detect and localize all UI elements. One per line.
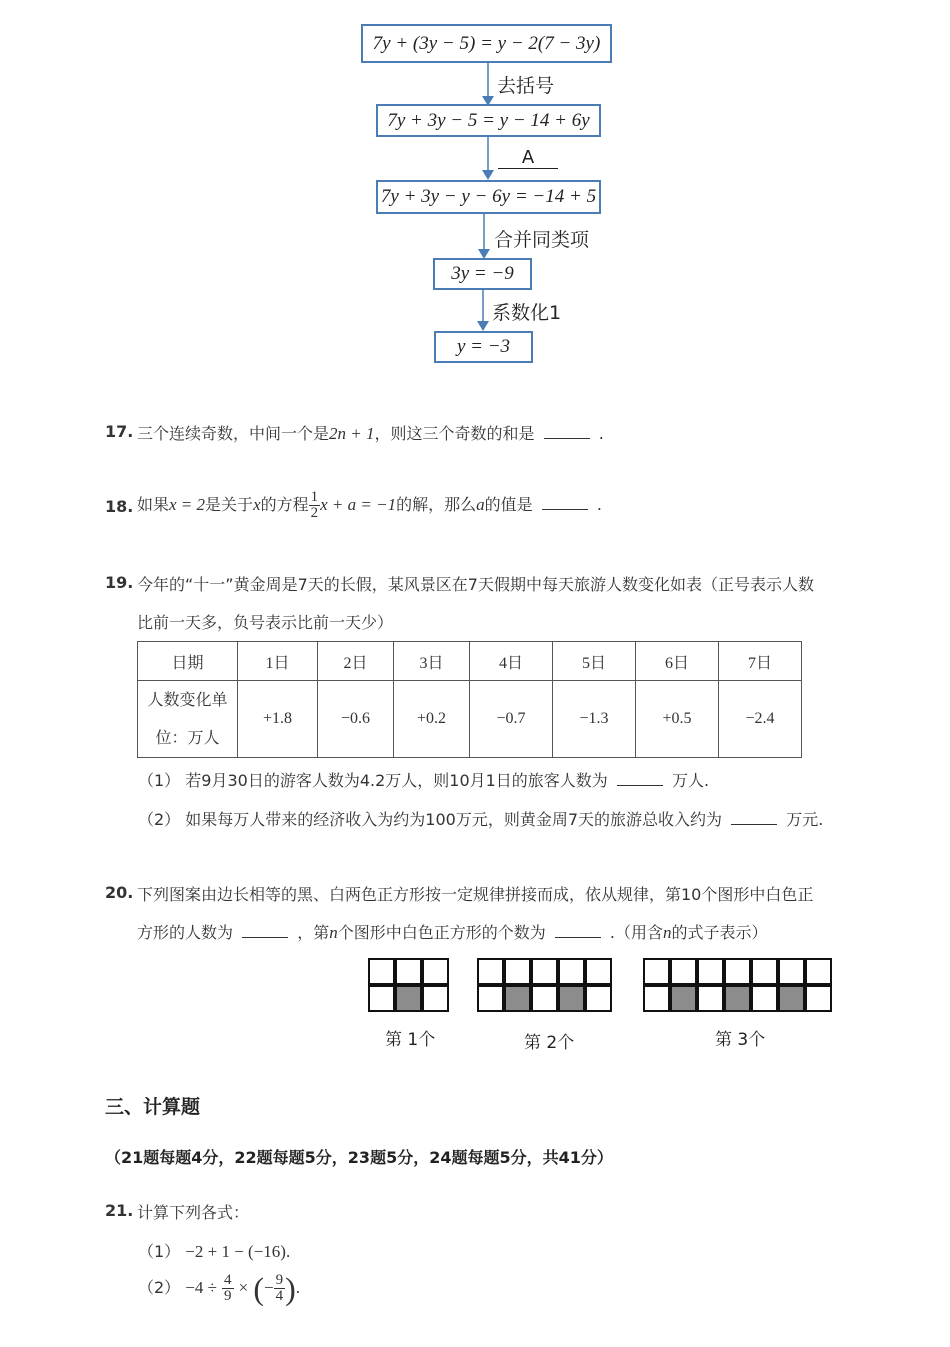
section-note: （21题每题4分，22题每题5分，23题5分，24题每题5分，共41分） — [105, 1148, 613, 1167]
math-expression: −4 ÷ — [185, 1278, 217, 1297]
text-segment: 的式子表示） — [671, 923, 768, 942]
white-square — [422, 958, 449, 985]
answer-blank[interactable] — [544, 424, 590, 439]
sub-question-number: （2） — [138, 810, 181, 829]
sub-question-number: （2） — [138, 1278, 181, 1297]
answer-blank[interactable] — [242, 923, 288, 938]
math-expression: −2 + 1 − (−16). — [185, 1242, 291, 1261]
table-header-cell: 5日 — [553, 642, 636, 681]
text-segment: 的方程 — [260, 495, 309, 514]
flow-label-4: 系数化1 — [492, 302, 562, 324]
fraction-numerator: 9 — [275, 1272, 284, 1288]
white-square — [643, 985, 670, 1012]
question-text — [137, 487, 602, 523]
white-square — [531, 958, 558, 985]
flow-arrow-4 — [475, 290, 491, 332]
white-square — [504, 958, 531, 985]
white-square — [724, 958, 751, 985]
text-segment: 万元. — [786, 810, 824, 829]
fraction-denominator: 4 — [275, 1288, 284, 1304]
math-variable: a — [476, 495, 485, 514]
white-square — [368, 985, 395, 1012]
question-text-line-2: 比前一天多，负号表示比前一天少） — [137, 613, 394, 632]
flow-step-5: y = −3 — [434, 331, 533, 363]
math-expression: x + a = −1 — [320, 495, 397, 514]
black-square — [724, 985, 751, 1012]
fraction — [309, 490, 321, 521]
white-square — [643, 958, 670, 985]
flow-arrow-3 — [476, 214, 492, 260]
math-variable: n — [329, 923, 338, 942]
question-number: 17. — [105, 422, 134, 441]
table-header-cell: 3日 — [394, 642, 470, 681]
table-cell: −0.7 — [470, 681, 553, 758]
row-label-line: 人数变化单 — [147, 690, 228, 709]
white-square — [670, 958, 697, 985]
text-segment: ，第 — [297, 923, 330, 942]
white-square — [395, 958, 422, 985]
paren-right: ) — [285, 1270, 296, 1307]
white-square — [422, 985, 449, 1012]
text-segment: 方形的人数为 — [137, 923, 234, 942]
fraction — [274, 1273, 286, 1304]
text-segment: . — [598, 424, 604, 443]
white-square — [585, 958, 612, 985]
table-header-cell: 7日 — [719, 642, 802, 681]
math-variable: n — [663, 923, 672, 942]
table-header-cell: 4日 — [470, 642, 553, 681]
table-header-row — [138, 642, 802, 681]
math-expression: 2n + 1 — [329, 424, 375, 443]
fraction-numerator: 1 — [310, 489, 319, 505]
flow-label-2 — [498, 148, 558, 169]
figure-caption-1: 第 1个 — [385, 1030, 436, 1050]
sub-question-2 — [138, 1267, 300, 1310]
white-square — [805, 985, 832, 1012]
white-square — [477, 958, 504, 985]
table-header-cell: 1日 — [238, 642, 318, 681]
black-square — [504, 985, 531, 1012]
paren-left: ( — [253, 1270, 264, 1307]
text-segment: 是关于 — [205, 495, 254, 514]
question-text-line-1: 下列图案由边长相等的黑、白两色正方形按一定规律拼接而成，依从规律，第10个图形中白色正 — [137, 885, 814, 904]
section-title: 三、计算题 — [105, 1096, 201, 1118]
question-number: 19. — [105, 573, 134, 592]
sub-question-1 — [138, 768, 709, 791]
fraction-denominator: 2 — [310, 505, 319, 521]
question-number: 18. — [105, 497, 134, 516]
table-header-cell: 6日 — [636, 642, 719, 681]
table-cell: −0.6 — [318, 681, 394, 758]
white-square — [585, 985, 612, 1012]
fraction-denominator: 9 — [224, 1288, 232, 1304]
flow-label-3: 合并同类项 — [494, 229, 590, 251]
text-segment: 个图形中白色正方形的个数为 — [337, 923, 546, 942]
answer-blank[interactable] — [617, 771, 663, 786]
sub-question-number: （1） — [138, 1242, 181, 1261]
figure-caption-2: 第 2个 — [524, 1033, 575, 1053]
question-text: 计算下列各式： — [137, 1203, 250, 1222]
text-segment: . — [596, 495, 602, 514]
math-operator: × — [238, 1278, 249, 1297]
question-text — [137, 421, 604, 444]
math-expression: x = 2 — [169, 495, 206, 514]
black-square — [670, 985, 697, 1012]
answer-blank[interactable] — [555, 923, 601, 938]
table-cell: +0.5 — [636, 681, 719, 758]
tourism-table — [137, 641, 802, 758]
table-row — [138, 681, 802, 758]
question-number: 21. — [105, 1201, 134, 1220]
white-square — [697, 985, 724, 1012]
answer-blank[interactable] — [731, 810, 777, 825]
question-number: 20. — [105, 883, 134, 902]
text-segment: 的值是 — [484, 495, 533, 514]
flow-step-3: 7y + 3y − y − 6y = −14 + 5 — [376, 180, 601, 214]
question-text-line-2 — [137, 920, 768, 943]
flow-label-1: 去括号 — [497, 75, 555, 97]
white-square — [778, 958, 805, 985]
flow-arrow-2 — [480, 137, 496, 181]
text-segment: 如果 — [137, 495, 170, 514]
question-text-line-1: 今年的“十一”黄金周是7天的长假，某风景区在7天假期中每天旅游人数变化如表（正号表示人数 — [137, 575, 814, 594]
table-header-cell: 2日 — [318, 642, 394, 681]
fraction — [222, 1273, 234, 1304]
text-segment: 万人. — [672, 771, 710, 790]
text-segment: 如果每万人带来的经济收入为约为100万元，则黄金周7天的旅游总收入约为 — [185, 810, 723, 829]
white-square — [751, 958, 778, 985]
white-square — [697, 958, 724, 985]
math-variable: x — [253, 495, 261, 514]
fraction-numerator: 4 — [224, 1272, 232, 1288]
flow-step-4: 3y = −9 — [433, 258, 532, 290]
table-cell: −1.3 — [553, 681, 636, 758]
text-segment: 三个连续奇数，中间一个是 — [137, 424, 330, 443]
row-label-line: 位：万人 — [155, 728, 220, 747]
black-square — [778, 985, 805, 1012]
text-segment: 若9月30日的游客人数为4.2万人，则10月1日的旅客人数为 — [185, 771, 608, 790]
answer-blank[interactable] — [542, 495, 588, 510]
flow-step-1: 7y + (3y − 5) = y − 2(7 − 3y) — [361, 24, 612, 63]
white-square — [531, 985, 558, 1012]
sub-question-number: （1） — [138, 771, 181, 790]
sub-question-2 — [138, 807, 823, 830]
white-square — [751, 985, 778, 1012]
figure-caption-3: 第 3个 — [715, 1030, 766, 1050]
table-header-cell: 日期 — [138, 642, 238, 681]
flow-step-2: 7y + 3y − 5 = y − 14 + 6y — [376, 104, 601, 137]
text-segment: .（用含 — [609, 923, 664, 942]
sub-question-1 — [138, 1239, 290, 1262]
white-square — [558, 958, 585, 985]
black-square — [395, 985, 422, 1012]
black-square — [558, 985, 585, 1012]
table-cell: +0.2 — [394, 681, 470, 758]
white-square — [477, 985, 504, 1012]
text-segment: ，则这三个奇数的和是 — [374, 424, 535, 443]
table-cell: −2.4 — [719, 681, 802, 758]
flow-label-2-text: A — [521, 147, 535, 168]
flow-arrow-1 — [480, 63, 496, 107]
minus-sign: − — [263, 1278, 274, 1297]
white-square — [368, 958, 395, 985]
text-segment: 的解，那么 — [396, 495, 477, 514]
table-cell: +1.8 — [238, 681, 318, 758]
period: . — [295, 1278, 300, 1297]
white-square — [805, 958, 832, 985]
table-row-label — [138, 681, 238, 758]
